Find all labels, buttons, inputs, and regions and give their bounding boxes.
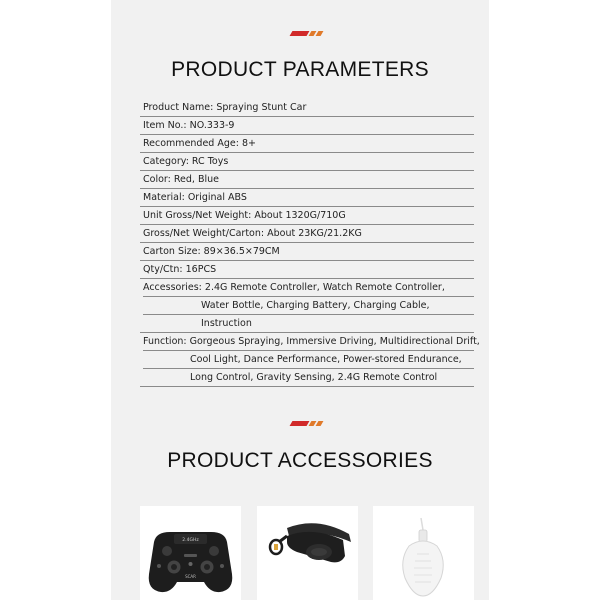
param-row: Unit Gross/Net Weight: About 1320G/710G	[140, 207, 474, 225]
param-row-accessories: Accessories: 2.4G Remote Controller, Watch Remote Controller, Water Bottle, Charging Battery, Charging Cable, Instruction	[140, 279, 474, 333]
param-row-function: Function: Gorgeous Spraying, Immersive Driving, Multidirectional Drift, Cool Light, Dance Performance, Power-stored Endurance, Long Control, Gravity Sensing, 2.4G Remote Control	[140, 333, 474, 387]
accessory-card-bottle	[373, 506, 474, 600]
accent-orange-bar	[316, 31, 324, 36]
parameters-title: PRODUCT PARAMETERS	[171, 58, 429, 81]
parameters-table	[140, 99, 480, 387]
accent-red-bar	[290, 31, 310, 36]
accent-mark-top	[291, 31, 322, 36]
remote-controller-icon	[140, 506, 241, 600]
param-row: Category: RC Toys	[140, 153, 474, 171]
watch-remote-icon	[257, 506, 358, 600]
accent-mark-bottom	[291, 421, 322, 426]
water-bottle-icon	[373, 506, 474, 600]
accent-orange-bar	[316, 421, 324, 426]
param-row: Product Name: Spraying Stunt Car	[140, 99, 474, 117]
param-row: Recommended Age: 8+	[140, 135, 474, 153]
param-row: Gross/Net Weight/Carton: About 23KG/21.2KG	[140, 225, 474, 243]
param-row: Color: Red, Blue	[140, 171, 474, 189]
content-panel	[111, 0, 489, 600]
param-row: Material: Original ABS	[140, 189, 474, 207]
accessory-card-remote	[140, 506, 241, 600]
remote-brand-label: SCAR	[185, 574, 196, 579]
accent-red-bar	[290, 421, 310, 426]
param-row: Item No.: NO.333-9	[140, 117, 474, 135]
param-row: Carton Size: 89×36.5×79CM	[140, 243, 474, 261]
remote-frequency-label: 2.4GHz	[182, 538, 199, 543]
accessories-title: PRODUCT ACCESSORIES	[167, 449, 433, 472]
param-row: Qty/Ctn: 16PCS	[140, 261, 474, 279]
accessory-card-watch	[257, 506, 358, 600]
